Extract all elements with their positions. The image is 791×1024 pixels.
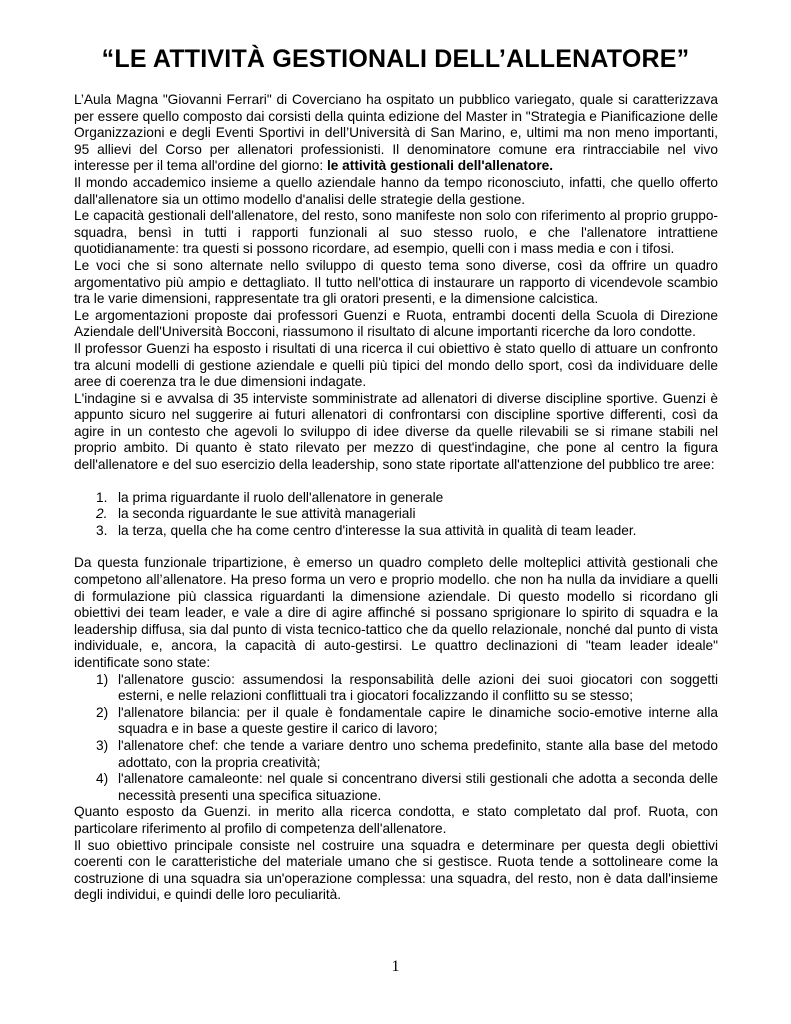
list-item bbox=[74, 672, 718, 705]
paragraph: Le voci che si sono alternate nello sviluppo di questo tema sono diverse, così da offrire un quadro argomentativo più ampio e dettagliato. Il tutto nell'ottica di instaurare un rapporto di vicendevole scambio tra le varie dimensioni, rappresentate tra gli oratori presenti, e la dimensione calcistica. bbox=[74, 257, 718, 307]
list-item-text: l'allenatore chef: che tende a variare dentro uno schema predefinito, stante alla base del metodo adottato, con la propria creatività; bbox=[118, 737, 718, 770]
paragraph: L'indagine si e avvalsa di 35 interviste somministrate ad allenatori di diverse discipline sportive. Guenzi è appunto sicuro nel suggerire ai futuri allenatori di confrontarsi con discipline sportive differenti, così da agire in un contesto che agevoli lo sviluppo di idee diverse da quelle rilevabili se si rimane stabili nel proprio ambito. Di quanto è stato rilevato per mezzo di quest'indagine, che pone al centro la figura dell'allenatore e del suo esercizio della leadership, sono state riportate all'attenzione del pubblico tre aree: bbox=[74, 390, 718, 473]
list-item-number: 1. bbox=[96, 489, 108, 505]
paragraph: Le argomentazioni proposte dai professori Guenzi e Ruota, entrambi docenti della Scuola di Direzione Aziendale dell'Università Bocconi, riassumono il risultato di alcune importanti ricerche da loro condotte. bbox=[74, 307, 718, 340]
list-item-text: l'allenatore guscio: assumendosi la responsabilità delle azioni dei suoi giocatori con soggetti esterni, e nelle relazioni conflittuali tra i giocatori focalizzando il conflitto su se stesso; bbox=[118, 671, 718, 704]
list-item-number: 2. bbox=[96, 506, 108, 522]
list-item-number: 1) bbox=[96, 671, 109, 687]
list-item bbox=[74, 523, 718, 540]
document-body bbox=[74, 92, 718, 904]
list-item bbox=[74, 705, 718, 738]
paragraph: Quanto esposto da Guenzi. in merito alla ricerca condotta, e stato completato dal prof. Ruota, con particolare riferimento al profilo di competenza dell'allenatore. bbox=[74, 804, 718, 836]
list-item-text: l'allenatore bilancia: per il quale è fondamentale capire le dinamiche socio-emotive interne alla squadra e in base a queste gestire il carico di lavoro; bbox=[118, 704, 718, 737]
paragraph: Da questa funzionale tripartizione, è emerso un quadro completo delle molteplici attività gestionali che competono all’allenatore. Ha preso forma un vero e proprio modello. che non ha nulla da invidiare a quelli di formulazione più classica riguardanti la dimensione aziendale. Di questo modello si ricordano gli obiettivi dei team leader, e vale a dire di agire affinché si possano sprigionare lo spirito di squadra e la leadership diffusa, sia dal punto di vista tecnico-tattico che da quello relazionale, nonché dal punto di vista individuale, e, ancora, la capacità di auto-gestirsi. Le quattro declinazioni di "team leader ideale" identificate sono state: bbox=[74, 555, 718, 670]
paragraph: Il mondo accademico insieme a quello aziendale hanno da tempo riconosciuto, infatti, che quello offerto dall'allenatore sia un ottimo modello d'analisi delle strategie della gestione. bbox=[74, 174, 718, 207]
list-item-number: 3) bbox=[96, 737, 109, 753]
list-item bbox=[74, 490, 718, 507]
page-number: 1 bbox=[391, 958, 400, 975]
paragraph: Il suo obiettivo principale consiste nel costruire una squadra e determinare per questa degli obiettivi coerenti con le caratteristiche del materiale umano che si gestisce. Ruota tende a sottolineare come la costruzione di una squadra sia un'operazione complessa: una squadra, del resto, non è data dall'insieme degli individui, e quindi delle loro peculiarità. bbox=[74, 837, 718, 903]
list-item-text: la seconda riguardante le sue attività manageriali bbox=[118, 506, 416, 522]
paragraph-text: L’Aula Magna "Giovanni Ferrari" di Coverciano ha ospitato un pubblico variegato, quale si caratterizzava per essere quello composto dai corsisti della quinta edizione del Master in "Strategia e Pianificazione delle Organizzazioni e degli Eventi Sportivi in dell’Università di San Marino, e, ultimi ma non meno importanti, 95 allievi del Corso per allenatori professionisti. Il denominatore comune era rintracciabile nel vivo interesse per il tema all'ordine del giorno: bbox=[74, 92, 718, 174]
paragraph-intro bbox=[74, 92, 718, 175]
paragraph-bold-text: le attività gestionali dell'allenatore. bbox=[326, 158, 554, 174]
list-item bbox=[74, 771, 718, 804]
spacer bbox=[74, 539, 718, 555]
list-item bbox=[74, 738, 718, 771]
list-item-text: la terza, quella che ha come centro d'interesse la sua attività in qualità di team leader. bbox=[118, 522, 637, 538]
list-item bbox=[74, 506, 718, 523]
list-item-number: 3. bbox=[96, 522, 108, 538]
list-item-number: 2) bbox=[96, 704, 109, 720]
team-leader-list bbox=[74, 672, 718, 805]
paragraph: Le capacità gestionali dell'allenatore, del resto, sono manifeste non solo con riferimento al proprio gruppo-squadra, bensì in tutti i rapporti funzionali al suo stesso ruolo, e che l'allenatore intrattiene quotidianamente: tra questi si possono ricordare, ad esempio, quelli con i mass media e con i tifosi. bbox=[74, 208, 718, 257]
list-item-text: l'allenatore camaleonte: nel quale si concentrano diversi stili gestionali che adotta a seconda delle necessità presenti una specifica situazione. bbox=[118, 771, 718, 803]
areas-list bbox=[74, 490, 718, 540]
document-title: “LE ATTIVITÀ GESTIONALI DELL’ALLENATORE” bbox=[101, 45, 690, 73]
list-item-text: la prima riguardante il ruolo dell'allenatore in generale bbox=[118, 489, 444, 505]
list-item-number: 4) bbox=[96, 771, 109, 787]
paragraph: Il professor Guenzi ha esposto i risultati di una ricerca il cui obiettivo è stato quello di attuare un confronto tra alcuni modelli di gestione aziendale e quelli più tipici del mondo dello sport, così da individuare delle aree di coerenza tra le due dimensioni indagate. bbox=[74, 340, 718, 390]
spacer bbox=[74, 474, 718, 490]
